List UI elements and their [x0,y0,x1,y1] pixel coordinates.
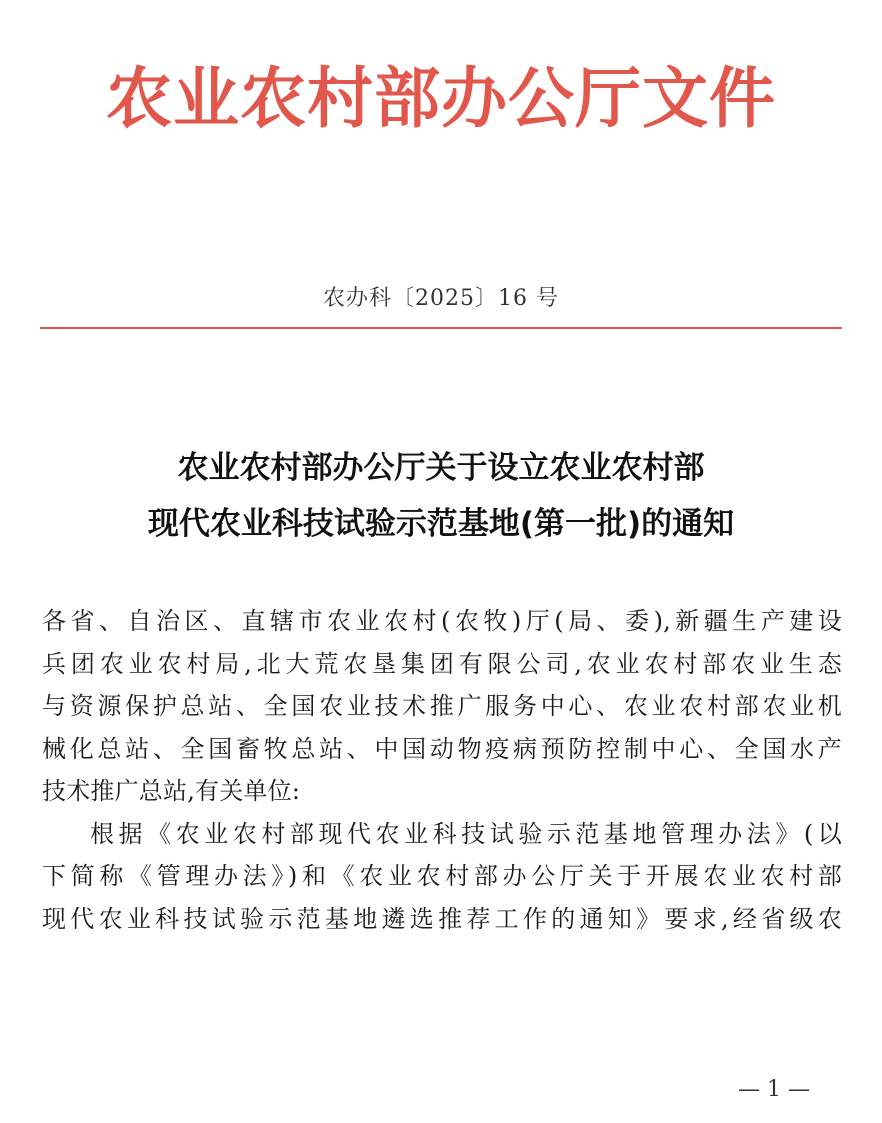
body-line: 与资源保护总站、全国农业技术推广服务中心、农业农村部农业机 [42,692,842,720]
body-line: 各省、自治区、直辖市农业农村(农牧)厅(局、委),新疆生产建设 [42,607,842,635]
body-line: 下简称《管理办法》)和《农业农村部办公厅关于开展农业农村部 [42,862,842,890]
body-line: 械化总站、全国畜牧总站、中国动物疫病预防控制中心、全国水产 [42,734,842,763]
page-number: — 1 — [738,1077,810,1102]
body-line: 兵团农业农村局,北大荒农垦集团有限公司,农业农村部农业生态 [42,649,842,678]
title-line-1: 农业农村部办公厅关于设立农业农村部 [177,450,705,486]
body-line: 现代农业科技试验示范基地遴选推荐工作的通知》要求,经省级农 [42,904,842,933]
document-title [0,440,882,552]
issuing-authority-header: 农业农村部办公厅文件 [106,59,776,137]
document-body [42,600,842,940]
red-separator-line [40,327,842,329]
document-number: 农办科〔2025〕16 号 [323,286,559,311]
body-line: 技术推广总站,有关单位: [42,777,301,805]
title-line-2: 现代农业科技试验示范基地(第一批)的通知 [147,506,735,542]
body-line: 根据《农业农村部现代农业科技试验示范基地管理办法》(以 [90,819,842,848]
